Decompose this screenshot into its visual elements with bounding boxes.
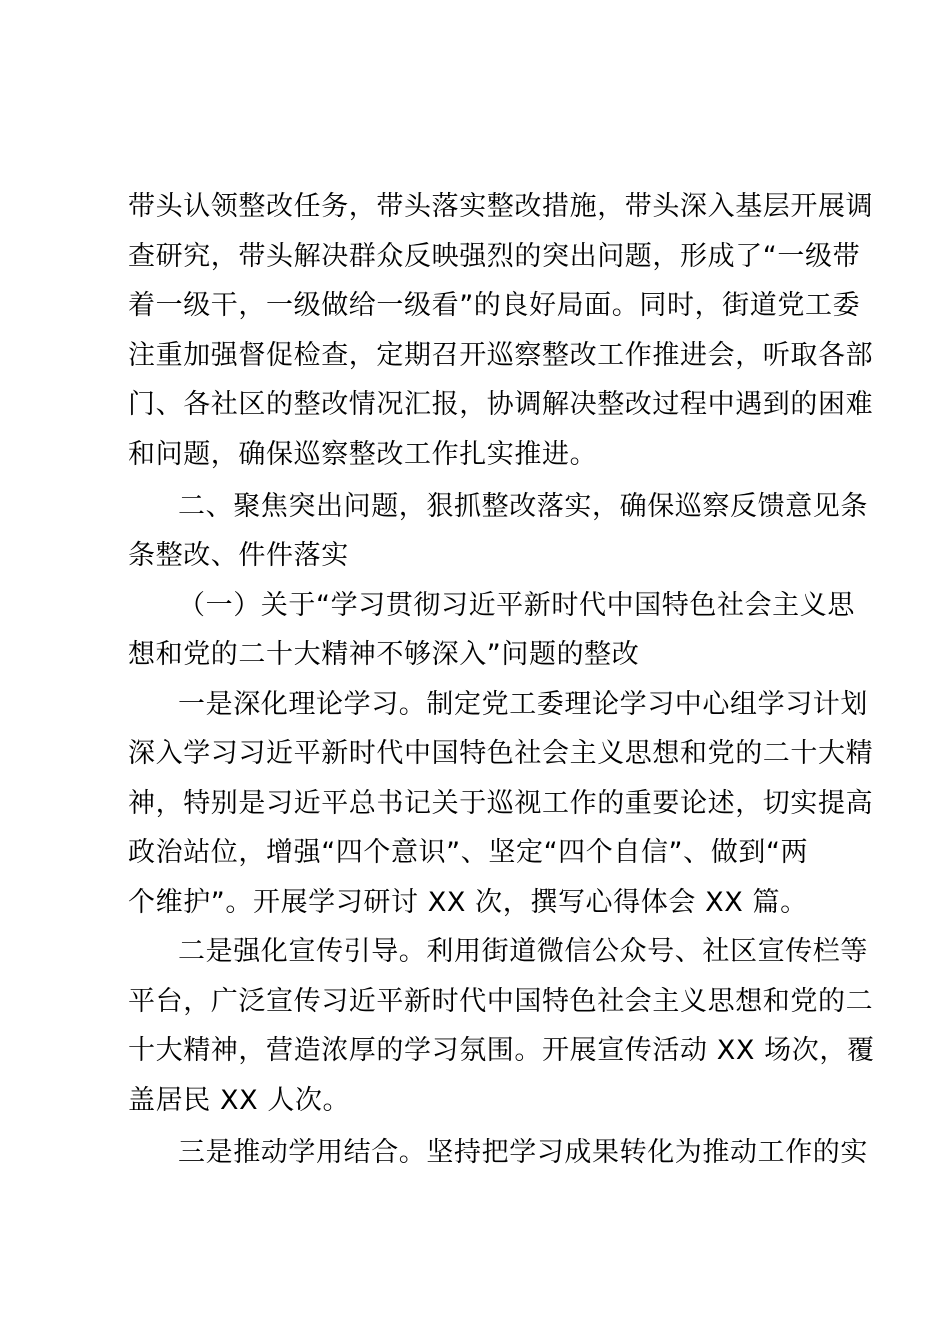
text-line: 盖居民 XX 人次。 <box>128 1084 351 1116</box>
text-line: 深入学习习近平新时代中国特色社会主义思想和党的二十大精 <box>128 738 874 769</box>
subsection-heading-1 <box>128 581 855 680</box>
text-line: 注重加强督促检查，定期召开巡察整改工作推进会，听取各部 <box>128 339 874 371</box>
text-line: （一）关于“学习贯彻习近平新时代中国特色社会主义思 <box>178 589 855 621</box>
text-line: 带头认领整改任务，带头落实整改措施，带头深入基层开展调 <box>128 191 874 222</box>
text-line: 和问题，确保巡察整改工作扎实推进。 <box>128 438 598 470</box>
text-line: 平台，广泛宣传习近平新时代中国特色社会主义思想和党的二 <box>128 985 874 1017</box>
section-heading-2 <box>128 482 868 581</box>
paragraph-application <box>128 1128 868 1178</box>
text-line: 三是推动学用结合。坚持把学习成果转化为推动工作的实 <box>178 1136 868 1168</box>
text-line: 着一级干，一级做给一级看”的良好局面。同时，街道党工委 <box>128 290 861 321</box>
text-line: 一是深化理论学习。制定党工委理论学习中心组学习计划 <box>178 688 868 720</box>
paragraph-theory-study <box>128 680 874 928</box>
text-line: 政治站位，增强“四个意识”、坚定“四个自信”、做到“两 <box>128 837 809 868</box>
text-line: 神，特别是习近平总书记关于巡视工作的重要论述，切实提高 <box>128 787 874 819</box>
text-line: 门、各社区的整改情况汇报，协调解决整改过程中遇到的困难 <box>128 389 874 420</box>
text-line: 查研究，带头解决群众反映强烈的突出问题，形成了“一级带 <box>128 240 861 272</box>
document-body <box>128 182 875 1177</box>
text-line: 十大精神，营造浓厚的学习氛围。开展宣传活动 XX 场次，覆 <box>128 1035 875 1066</box>
text-line: 二、聚焦突出问题，狠抓整改落实，确保巡察反馈意见条 <box>178 490 868 522</box>
text-line: 想和党的二十大精神不够深入”问题的整改 <box>128 639 640 670</box>
paragraph-publicity <box>128 927 875 1125</box>
text-line: 个维护”。开展学习研讨 XX 次，撰写心得体会 XX 篇。 <box>128 886 808 918</box>
text-line: 二是强化宣传引导。利用街道微信公众号、社区宣传栏等 <box>178 936 868 967</box>
text-line: 条整改、件件落实 <box>128 540 349 571</box>
paragraph-1 <box>128 182 874 479</box>
